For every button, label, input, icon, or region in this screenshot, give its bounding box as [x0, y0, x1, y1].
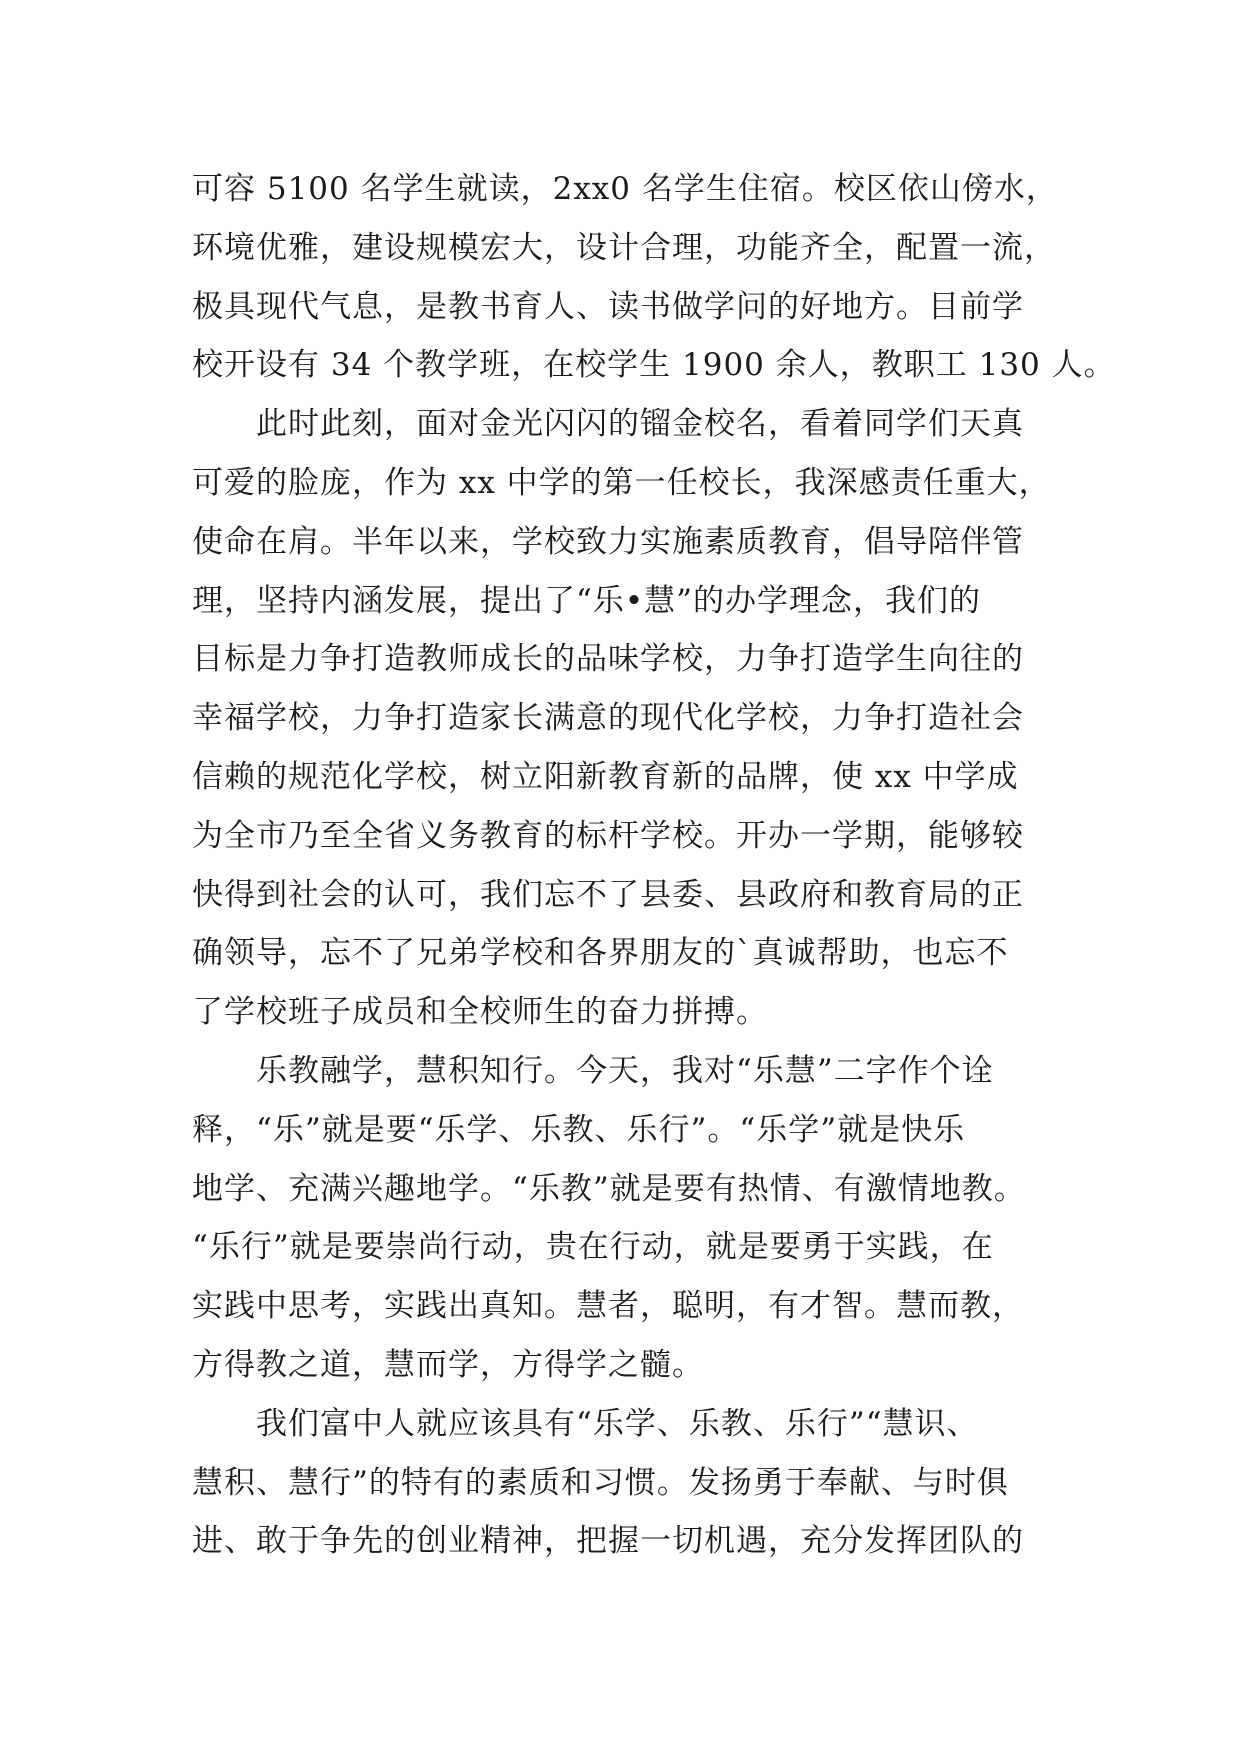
text-line: 目标是力争打造教师成长的品味学校，力争打造学生向往的: [192, 641, 1024, 678]
text-line: 慧积、慧行”的特有的素质和习惯。发扬勇于奉献、与时俱: [192, 1464, 1009, 1501]
text-line: 了学校班子成员和全校师生的奋力拼搏。: [192, 994, 768, 1031]
text-line: 环境优雅，建设规模宏大，设计合理，功能齐全，配置一流，: [192, 229, 1056, 266]
text-line: “乐行”就是要崇尚行动，贵在行动，就是要勇于实践，在: [192, 1229, 994, 1266]
paragraph-first-line: 我们富中人就应该具有“乐学、乐教、乐行”“慧识、: [256, 1405, 979, 1442]
text-line: 进、敢于争先的创业精神，把握一切机遇，充分发挥团队的: [192, 1523, 1024, 1560]
text-line: 方得教之道，慧而学，方得学之髓。: [192, 1346, 704, 1383]
paragraph-first-line: 乐教融学，慧积知行。今天，我对“乐慧”二字作个诠: [256, 1052, 994, 1089]
text-line: 校开设有 34 个教学班，在校学生 1900 余人，教职工 130 人。: [192, 347, 1116, 384]
text-line: 可爱的脸庞，作为 xx 中学的第一任校长，我深感责任重大，: [192, 464, 1051, 501]
paragraph-first-line: 此时此刻，面对金光闪闪的镏金校名，看着同学们天真: [256, 406, 1024, 443]
body-text: [192, 160, 1116, 1571]
text-line: 确领导，忘不了兄弟学校和各界朋友的`真诚帮助，也忘不: [192, 935, 1009, 972]
text-line: 理，坚持内涵发展，提出了“乐•慧”的办学理念，我们的: [192, 582, 981, 619]
text-line: 实践中思考，实践出真知。慧者，聪明，有才智。慧而教，: [192, 1288, 1024, 1325]
text-line: 快得到社会的认可，我们忘不了县委、县政府和教育局的正: [192, 876, 1024, 913]
text-line: 信赖的规范化学校，树立阳新教育新的品牌，使 xx 中学成: [192, 758, 1019, 795]
text-line: 为全市乃至全省义务教育的标杆学校。开办一学期，能够较: [192, 817, 1024, 854]
text-line: 释，“乐”就是要“乐学、乐教、乐行”。“乐学”就是快乐: [192, 1111, 966, 1148]
text-line: 极具现代气息，是教书育人、读书做学问的好地方。目前学: [192, 288, 1024, 325]
text-line: 幸福学校，力争打造家长满意的现代化学校，力争打造社会: [192, 700, 1024, 737]
text-line: 地学、充满兴趣地学。“乐教”就是要有热情、有激情地教。: [192, 1170, 1026, 1207]
text-line: 可容 5100 名学生就读，2xx0 名学生住宿。校区依山傍水，: [192, 171, 1058, 207]
text-line: 使命在肩。半年以来，学校致力实施素质教育，倡导陪伴管: [192, 523, 1024, 560]
